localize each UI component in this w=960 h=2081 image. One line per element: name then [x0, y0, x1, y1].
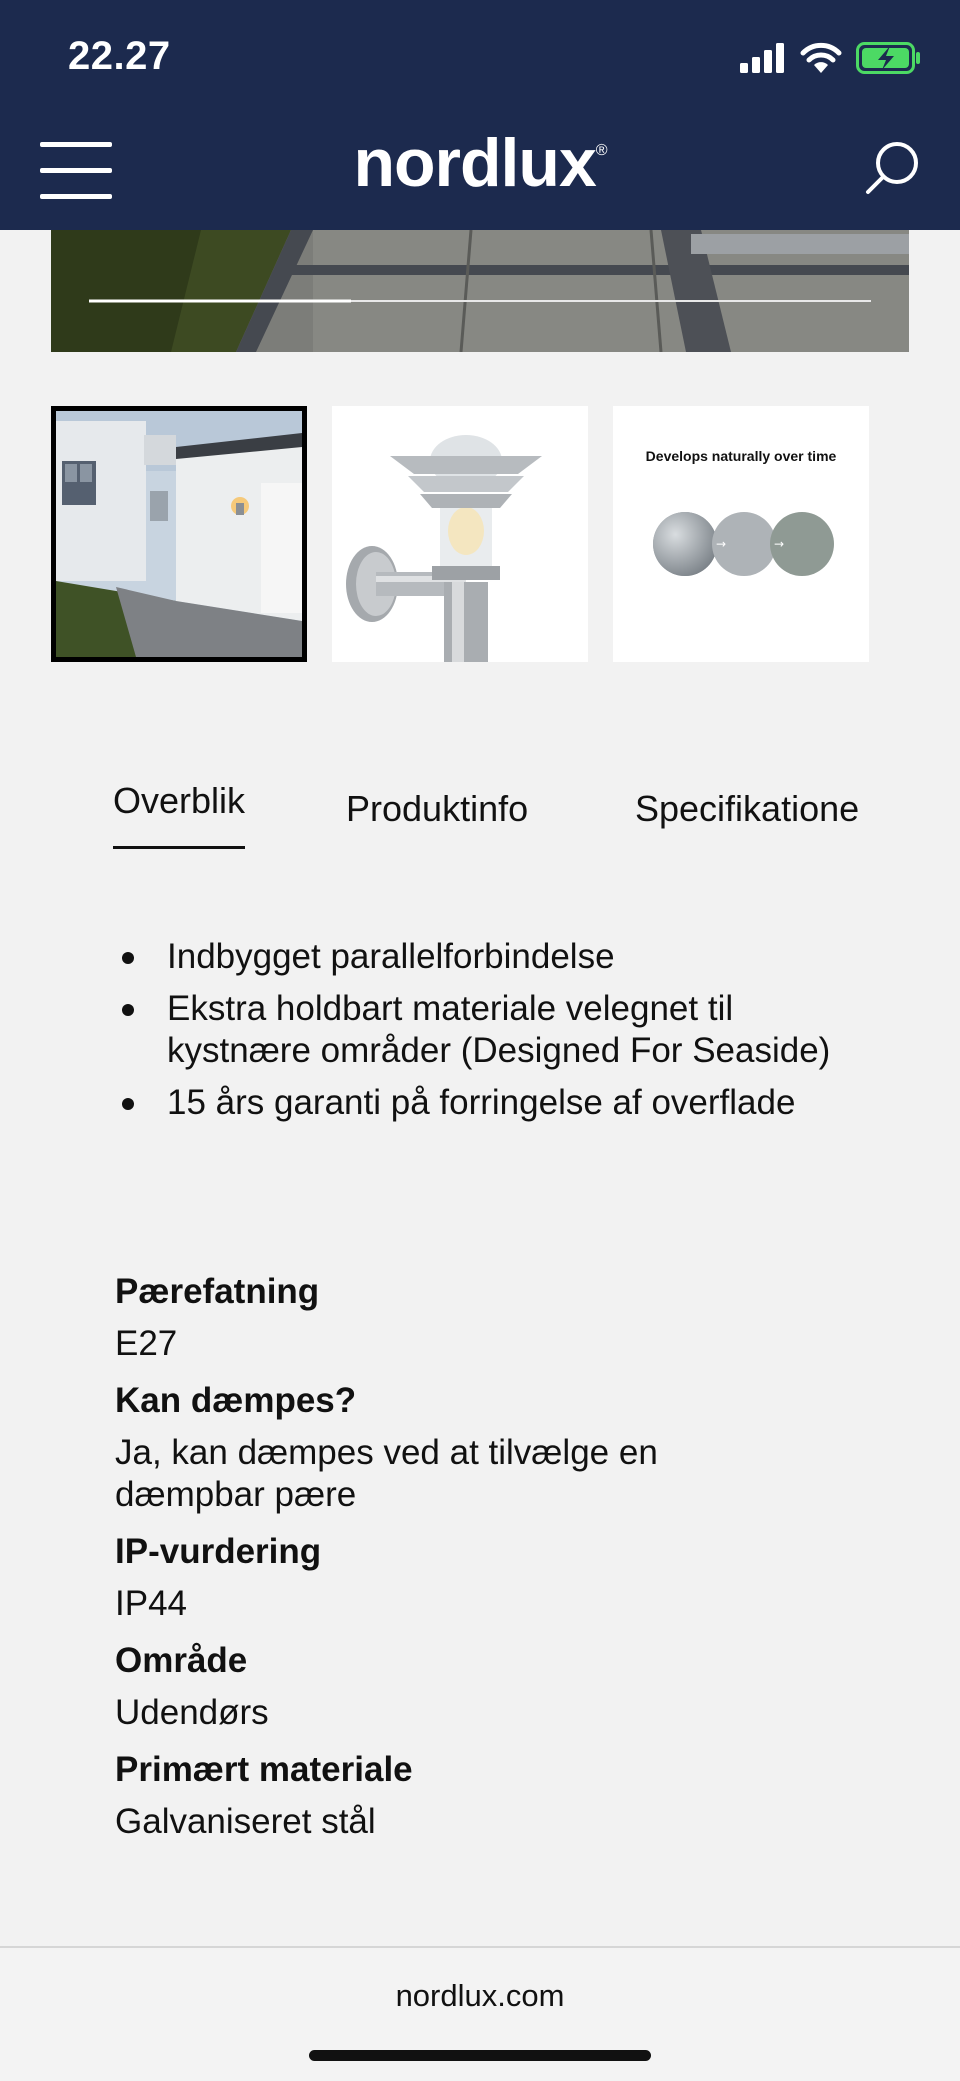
status-icons	[740, 40, 922, 76]
spec-value: Ja, kan dæmpes ved at tilvælge en dæmpbar pære	[115, 1433, 658, 1514]
product-hero-image[interactable]	[51, 230, 909, 352]
url-bar[interactable]: nordlux.com	[395, 1978, 565, 2013]
list-item: Indbygget parallelforbindelse	[115, 936, 845, 978]
svg-text:→: →	[774, 537, 785, 551]
spec-label: IP-vurdering	[115, 1532, 322, 1571]
spec-value: Galvaniseret stål	[115, 1802, 376, 1841]
spec-list	[115, 1270, 845, 1857]
signal-icon	[740, 43, 786, 73]
wifi-icon	[800, 42, 842, 74]
spec-label: Område	[115, 1641, 248, 1680]
spec-item	[115, 1530, 845, 1625]
browser-footer	[0, 1946, 960, 2081]
brand-logo[interactable]	[0, 124, 960, 202]
spec-label: Kan dæmpes?	[115, 1381, 357, 1420]
spec-value: Udendørs	[115, 1693, 269, 1732]
spec-item	[115, 1379, 845, 1516]
menu-icon	[40, 142, 112, 147]
spec-item	[115, 1639, 845, 1734]
patina-caption: Develops naturally over time	[645, 448, 837, 464]
search-button[interactable]	[864, 140, 920, 196]
tab-specifikationer[interactable]: Specifikatione	[635, 788, 860, 829]
thumbnail-house-photo[interactable]	[51, 406, 307, 662]
list-item: 15 års garanti på forringelse af overflade	[115, 1082, 845, 1124]
feature-list	[115, 936, 845, 1134]
thumbnail-lamp-product[interactable]	[332, 406, 588, 662]
product-tabs	[113, 780, 860, 860]
spec-item	[115, 1748, 845, 1843]
tab-overblik[interactable]: Overblik	[113, 780, 245, 849]
status-time: 22.27	[68, 34, 171, 78]
brand-mark: ®	[595, 142, 607, 159]
brand-text: nordlux	[353, 125, 596, 201]
tab-produktinfo[interactable]: Produktinfo	[346, 788, 529, 829]
spec-item	[115, 1270, 845, 1365]
search-icon	[864, 140, 920, 196]
battery-charging-icon	[856, 42, 922, 74]
list-item: Ekstra holdbart materiale velegnet til kystnære områder (Designed For Seaside)	[115, 988, 845, 1072]
app-header	[0, 0, 960, 230]
thumbnail-patina-info[interactable]	[613, 406, 869, 662]
thumbnail-gallery	[51, 406, 869, 662]
spec-value: IP44	[115, 1584, 187, 1623]
svg-text:→: →	[716, 537, 727, 551]
menu-button[interactable]	[40, 142, 112, 200]
home-indicator[interactable]	[309, 2050, 651, 2061]
spec-value: E27	[115, 1324, 178, 1363]
spec-label: Pærefatning	[115, 1272, 320, 1311]
spec-label: Primært materiale	[115, 1750, 413, 1789]
